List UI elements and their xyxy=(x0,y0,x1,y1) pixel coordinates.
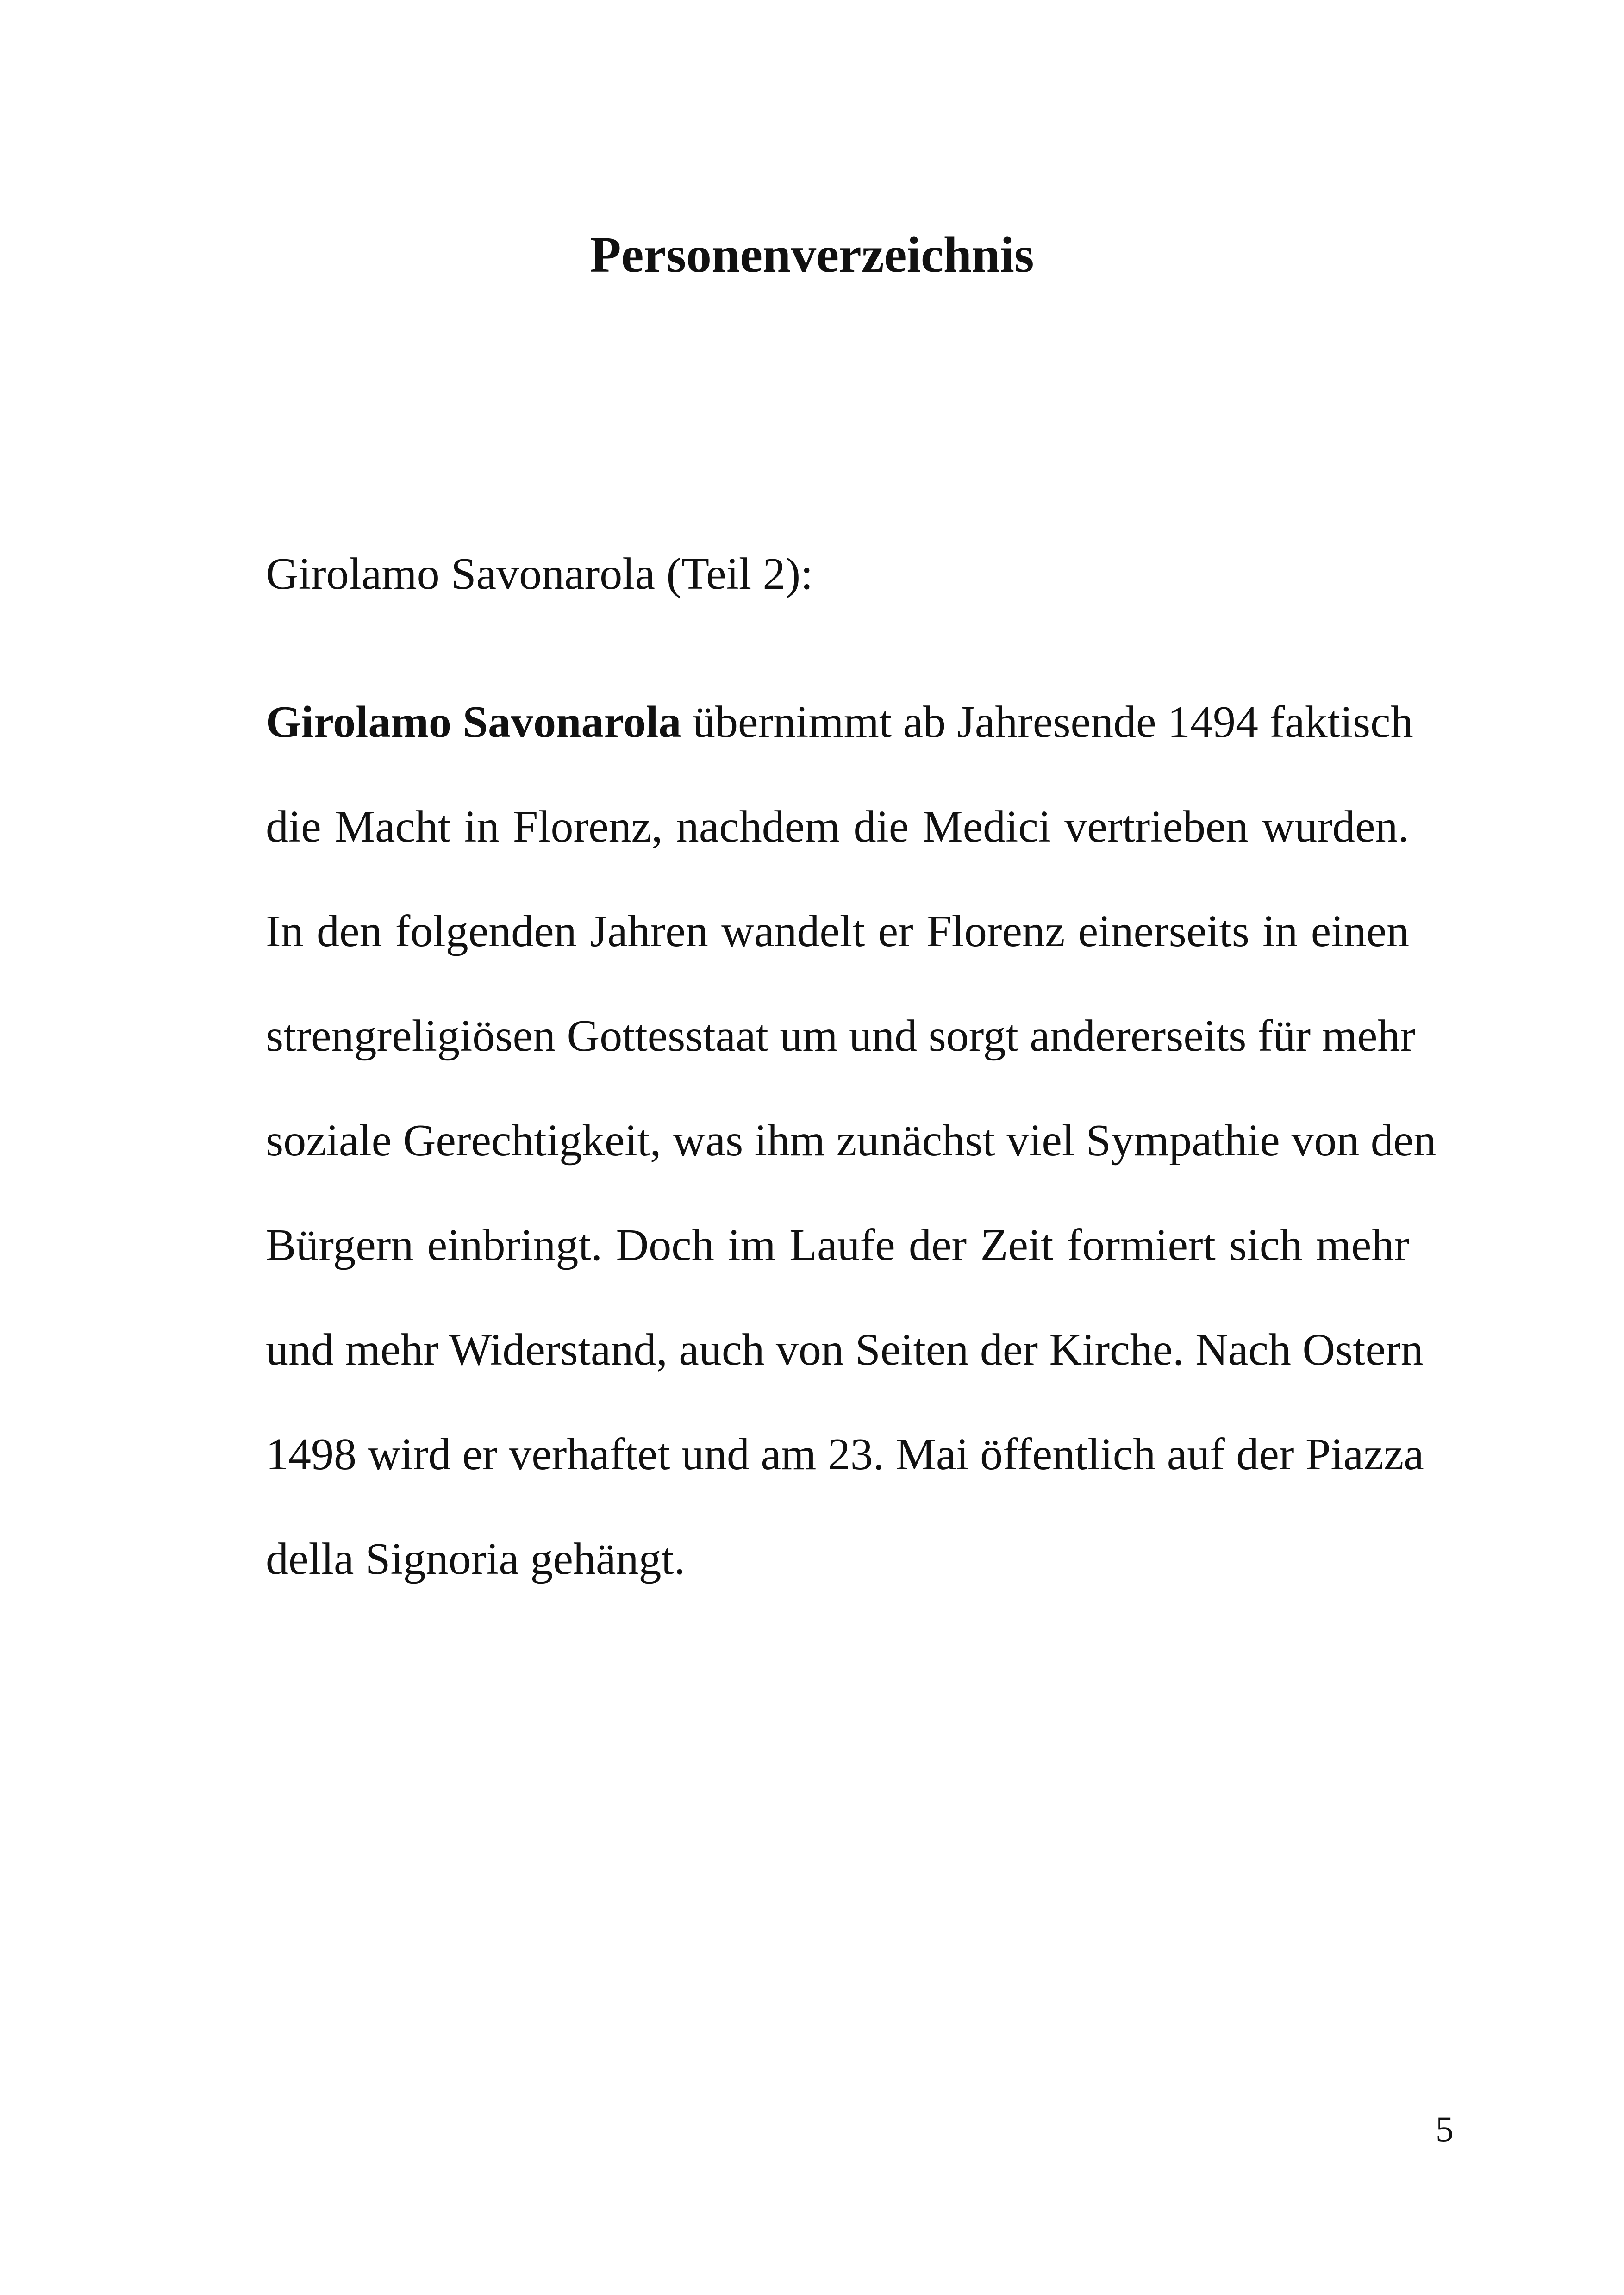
paragraph-line: 1498 wird er verhaftet und am 23. Mai öffentlich auf der Piazza xyxy=(266,1429,1424,1479)
body-paragraph xyxy=(266,685,1437,1627)
page-number: 5 xyxy=(1436,2109,1454,2149)
paragraph-line: die Macht in Florenz, nachdem die Medici vertrieben wurden. xyxy=(266,802,1409,852)
person-name: Girolamo Savonarola xyxy=(266,697,681,747)
paragraph-line: Bürgern einbringt. Doch im Laufe der Zeit formiert sich mehr xyxy=(266,1220,1409,1270)
paragraph-line: soziale Gerechtigkeit, was ihm zunächst viel Sympathie von den xyxy=(266,1116,1437,1166)
section-subtitle: Girolamo Savonarola (Teil 2): xyxy=(266,549,813,599)
page-title: Personenverzeichnis xyxy=(590,226,1034,283)
paragraph-line: und mehr Widerstand, auch von Seiten der Kirche. Nach Ostern xyxy=(266,1325,1424,1375)
paragraph-line: In den folgenden Jahren wandelt er Florenz einerseits in einen xyxy=(266,906,1409,956)
paragraph-line: della Signoria gehängt. xyxy=(266,1534,686,1584)
paragraph-line: strengreligiösen Gottesstaat um und sorgt andererseits für mehr xyxy=(266,1011,1415,1061)
paragraph-line-text: übernimmt ab Jahresende 1494 faktisch xyxy=(681,697,1413,747)
paragraph-line xyxy=(266,685,1413,790)
